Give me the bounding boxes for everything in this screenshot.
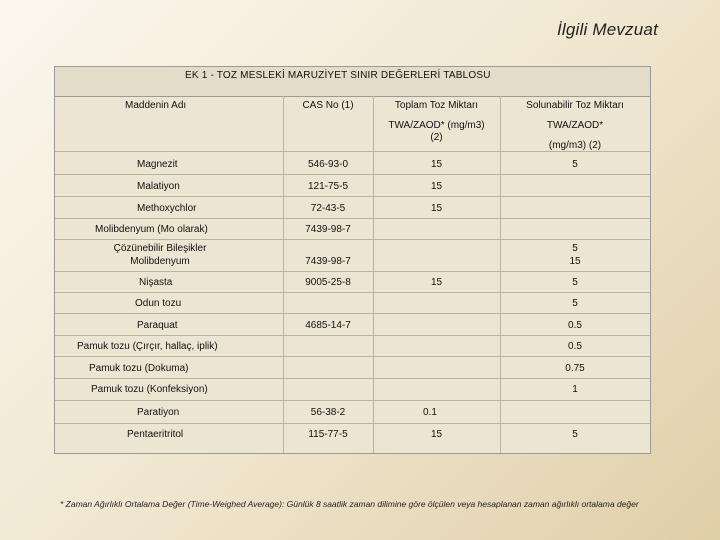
cell-name: Pentaeritritol <box>127 429 184 440</box>
cell-name: Malatiyon <box>137 181 180 192</box>
column-header-resp-line2: TWA/ZAOD* <box>546 120 604 131</box>
cell-resp: 0.5 <box>568 341 582 352</box>
cell-name: Odun tozu <box>135 298 182 309</box>
dust-exposure-limits-table <box>54 66 651 454</box>
cell-cas: 7439-98-7 <box>305 224 351 235</box>
row-divider <box>55 335 650 336</box>
row-divider <box>55 313 650 314</box>
cell-resp: 5 <box>572 298 578 309</box>
cell-cas: 546-93-0 <box>307 159 349 170</box>
cell-resp-line2: 15 <box>569 256 581 267</box>
cell-name: Paraquat <box>137 320 178 331</box>
footnote: * Zaman Ağırlıklı Ortalama Değer (Time-Weighed Average): Günlük 8 saatlik zaman dilimine göre ölçülen veya hesaplanan zaman ağırlıklı ortalama değer <box>60 499 639 509</box>
cell-total: 15 <box>430 181 443 192</box>
row-divider <box>55 423 650 424</box>
cell-resp: 5 <box>572 159 578 170</box>
cell-name: Pamuk tozu (Dokuma) <box>89 363 189 374</box>
column-header-total-line1: Toplam Toz Miktarı <box>394 100 479 111</box>
cell-resp: 0.5 <box>568 320 582 331</box>
cell-total: 15 <box>430 429 443 440</box>
cell-name: Paratiyon <box>137 407 180 418</box>
column-header-resp-line3: (mg/m3) (2) <box>548 140 602 151</box>
row-divider <box>55 218 650 219</box>
row-divider <box>55 239 650 240</box>
cell-resp: 5 <box>572 277 578 288</box>
cell-total: 15 <box>430 159 443 170</box>
row-divider <box>55 174 650 175</box>
cell-name: Magnezit <box>137 159 178 170</box>
column-header-total-line3: (2) <box>430 132 443 143</box>
cell-resp: 5 <box>572 243 578 254</box>
header-divider <box>55 151 650 152</box>
row-divider <box>55 271 650 272</box>
table-title-bar <box>55 67 650 97</box>
cell-resp: 1 <box>572 384 578 395</box>
cell-name: Pamuk tozu (Konfeksiyon) <box>91 384 208 395</box>
cell-total: 15 <box>430 203 443 214</box>
column-header-resp-line1: Solunabilir Toz Miktarı <box>526 100 624 111</box>
cell-cas: 7439-98-7 <box>305 256 351 267</box>
row-divider <box>55 196 650 197</box>
header-title: İlgili Mevzuat <box>556 20 658 39</box>
table-title: EK 1 - TOZ MESLEKİ MARUZİYET SINIR DEĞERLERİ TABLOSU <box>185 70 491 81</box>
cell-total: 15 <box>430 277 443 288</box>
row-divider <box>55 400 650 401</box>
column-header-total-line2: TWA/ZAOD* (mg/m3) <box>388 120 485 131</box>
column-header-name: Maddenin Adı <box>125 100 187 111</box>
row-divider <box>55 378 650 379</box>
cell-cas: 72-43-5 <box>310 203 346 214</box>
cell-cas: 9005-25-8 <box>305 277 351 288</box>
cell-name: Methoxychlor <box>137 203 197 214</box>
cell-resp: 5 <box>572 429 578 440</box>
cell-name-line2: Molibdenyum <box>130 256 190 267</box>
cell-name: Pamuk tozu (Çırçır, hallaç, iplik) <box>77 341 218 352</box>
row-divider <box>55 292 650 293</box>
row-divider <box>55 356 650 357</box>
cell-cas: 115-77-5 <box>308 429 348 440</box>
cell-name: Molibdenyum (Mo olarak) <box>95 224 208 235</box>
cell-resp: 0.75 <box>565 363 585 374</box>
cell-cas: 121-75-5 <box>307 181 349 192</box>
column-header-cas: CAS No (1) <box>302 100 354 111</box>
cell-name: Nişasta <box>139 277 173 288</box>
cell-cas: 4685-14-7 <box>305 320 351 331</box>
cell-total: 0.1 <box>423 407 437 418</box>
cell-name: Çözünebilir Bileşikler <box>113 243 207 254</box>
cell-cas: 56-38-2 <box>310 407 346 418</box>
